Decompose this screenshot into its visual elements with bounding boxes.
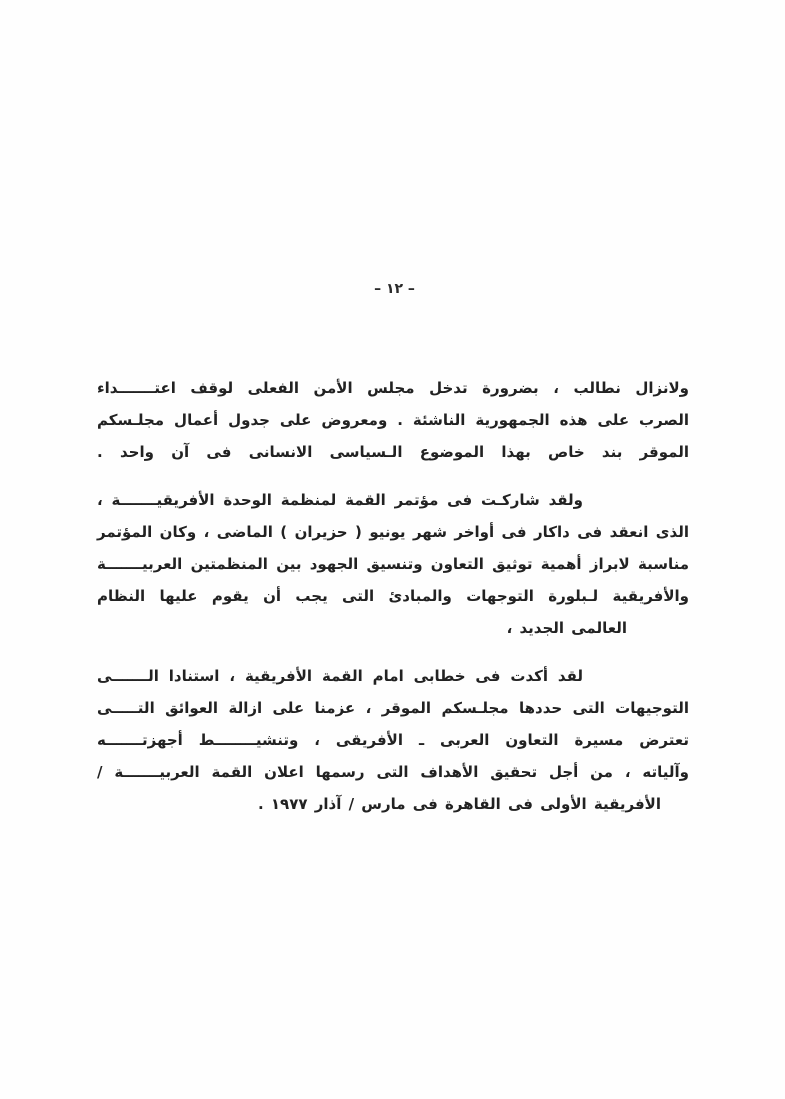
paragraph-3	[97, 660, 689, 820]
text-line: والأفريقية لـبلورة التوجهات والمبادئ التى يجب أن يقوم عليها النظام	[97, 587, 689, 605]
text-line: ولانزال نطالب ، بضرورة تدخل مجلس الأمن الفعلى لوقف اعتـــــــداء	[97, 379, 689, 397]
text-line: التوجيهات التى حددها مجلـسكم الموقر ، عزمنا على ازالة العوائق التـــــى	[97, 699, 689, 717]
text-line: العالمى الجديد ،	[506, 619, 627, 637]
text-line: الذى انعقد فى داكار فى أواخر شهر يونيو ( حزيران ) الماضى ، وكان المؤتمر	[97, 523, 689, 541]
paragraph-2	[97, 484, 689, 644]
text-line: ولقد شاركـت فى مؤتمر القمة لمنظمة الوحدة الأفريقيـــــــة ،	[97, 491, 583, 509]
text-line: الأفريقية الأولى فى القاهرة فى مارس / آذار ١٩٧٧ .	[257, 795, 661, 813]
text-line: الموقر بند خاص بهذا الموضوع الـسياسى الانسانى فى آن واحد .	[97, 443, 689, 461]
text-line: الصرب على هذه الجمهورية الناشئة . ومعروض على جدول أعمال مجلـسكم	[97, 411, 689, 429]
page-number: – ١٢ –	[374, 281, 415, 297]
text-line: لقد أكدت فى خطابى امام القمة الأفريقية ، استنادا الـــــــى	[97, 667, 583, 685]
paragraph-1	[97, 372, 689, 468]
text-line: تعترض مسيرة التعاون العربى ـ الأفريقى ، وتنشيــــــــط أجهزتـــــــه	[97, 731, 689, 749]
text-line: مناسبة لابراز أهمية توثيق التعاون وتنسيق الجهود بين المنظمتين العربيـــــــة	[97, 555, 689, 573]
body-text	[97, 372, 689, 820]
text-line: وآلياته ، من أجل تحقيق الأهداف التى رسمها اعلان القمة العربيـــــــة /	[97, 763, 689, 781]
